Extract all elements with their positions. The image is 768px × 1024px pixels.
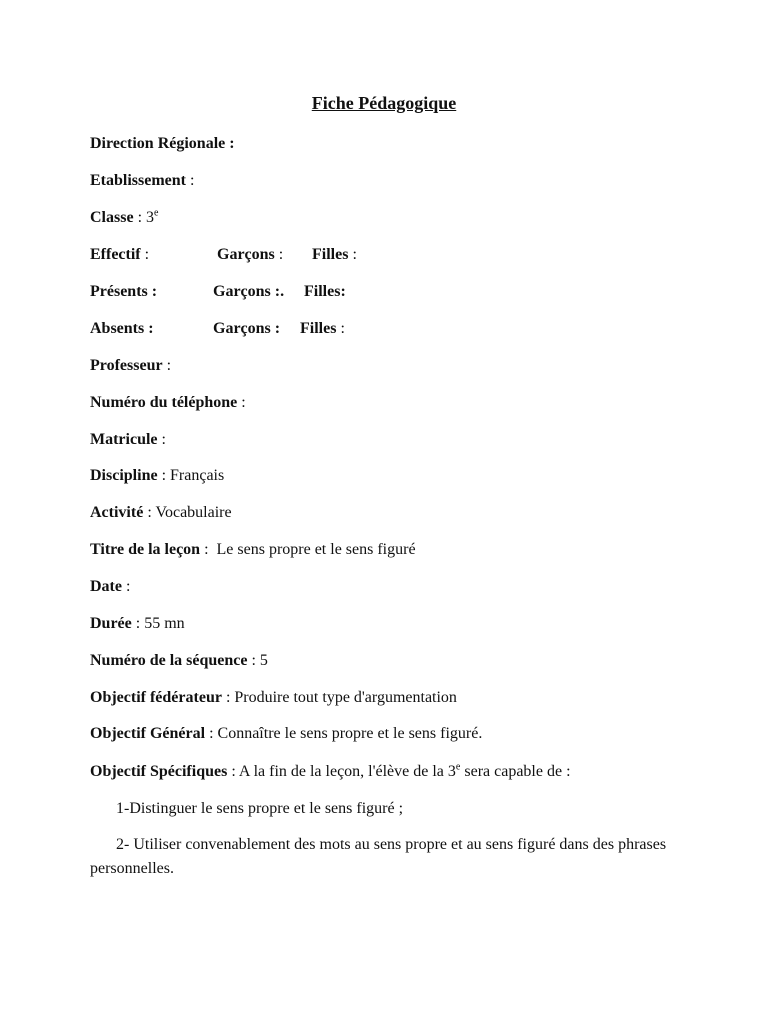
matricule-line — [90, 430, 166, 450]
etablissement-line — [90, 171, 194, 191]
obj-federateur-label: Objectif fédérateur — [90, 689, 222, 706]
sequence-value: : 5 — [247, 652, 268, 669]
effectif-garcons — [217, 245, 283, 265]
page-title: Fiche Pédagogique — [311, 93, 457, 113]
presents-garcons-label: Garçons :. — [213, 283, 285, 300]
discipline-line — [90, 466, 224, 486]
duree-value: : 55 mn — [131, 615, 185, 632]
discipline-value: : Français — [157, 467, 225, 484]
obj-specifiques-value-a: : A la fin de la leçon, l'élève de la 3 — [227, 763, 456, 780]
obj-federateur-line — [90, 688, 457, 708]
etablissement-sep: : — [186, 172, 195, 189]
professeur-label: Professeur — [90, 357, 163, 374]
classe-line — [90, 208, 158, 228]
discipline-label: Discipline — [90, 467, 158, 484]
obj-specifiques-line — [90, 762, 571, 782]
effectif-label: Effectif — [90, 246, 141, 263]
professeur-line — [90, 356, 171, 376]
titre-lecon-value: : Le sens propre et le sens figuré — [200, 541, 416, 558]
effectif-garcons-label: Garçons — [217, 246, 275, 263]
objective-1: 1-Distinguer le sens propre et le sens figuré ; — [116, 800, 404, 817]
effectif-filles — [312, 245, 357, 265]
titre-lecon-label: Titre de la leçon — [90, 541, 201, 558]
effectif-sep: : — [140, 246, 150, 263]
direction-label: Direction Régionale : — [90, 135, 235, 152]
effectif-filles-label: Filles — [312, 246, 349, 263]
effectif-line — [90, 245, 149, 265]
duree-label: Durée — [90, 615, 132, 632]
presents-label: Présents : — [90, 283, 158, 300]
activite-label: Activité — [90, 504, 144, 521]
obj-general-label: Objectif Général — [90, 725, 206, 742]
direction-line — [90, 134, 235, 154]
professeur-sep: : — [162, 357, 172, 374]
presents-line — [90, 282, 157, 302]
absents-line — [90, 319, 154, 339]
absents-filles-sep: : — [336, 320, 345, 337]
classe-value: : 3 — [133, 209, 155, 226]
titre-lecon-line — [90, 540, 416, 560]
obj-specifiques-sup: e — [455, 761, 461, 773]
date-line — [90, 577, 130, 597]
activite-line — [90, 503, 232, 523]
sequence-line — [90, 651, 268, 671]
obj-specifiques-label: Objectif Spécifiques — [90, 763, 228, 780]
sequence-label: Numéro de la séquence — [90, 652, 248, 669]
objective-2: 2- Utiliser convenablement des mots au sens propre et au sens figuré dans des phrases personnelles. — [90, 836, 667, 877]
obj-general-line — [90, 724, 482, 744]
matricule-label: Matricule — [90, 431, 158, 448]
telephone-line — [90, 393, 246, 413]
presents-garcons — [213, 282, 284, 302]
absents-label: Absents : — [90, 320, 154, 337]
obj-federateur-value: : Produire tout type d'argumentation — [221, 689, 457, 706]
duree-line — [90, 614, 185, 634]
telephone-label: Numéro du téléphone — [90, 394, 238, 411]
absents-garcons-label: Garçons : — [213, 320, 281, 337]
classe-label: Classe — [90, 209, 134, 226]
telephone-sep: : — [237, 394, 246, 411]
matricule-sep: : — [157, 431, 166, 448]
classe-sup: e — [154, 207, 159, 219]
presents-filles — [304, 282, 346, 302]
absents-garcons — [213, 319, 280, 339]
effectif-filles-sep: : — [348, 246, 357, 263]
activite-value: : Vocabulaire — [143, 504, 232, 521]
absents-filles — [300, 319, 345, 339]
absents-filles-label: Filles — [300, 320, 337, 337]
presents-filles-label: Filles: — [304, 283, 346, 300]
etablissement-label: Etablissement — [90, 172, 186, 189]
effectif-garcons-sep: : — [274, 246, 284, 263]
obj-specifiques-value-b: sera capable de : — [460, 763, 571, 780]
date-label: Date — [90, 578, 122, 595]
date-sep: : — [121, 578, 131, 595]
obj-general-value: : Connaître le sens propre et le sens figuré. — [205, 725, 483, 742]
